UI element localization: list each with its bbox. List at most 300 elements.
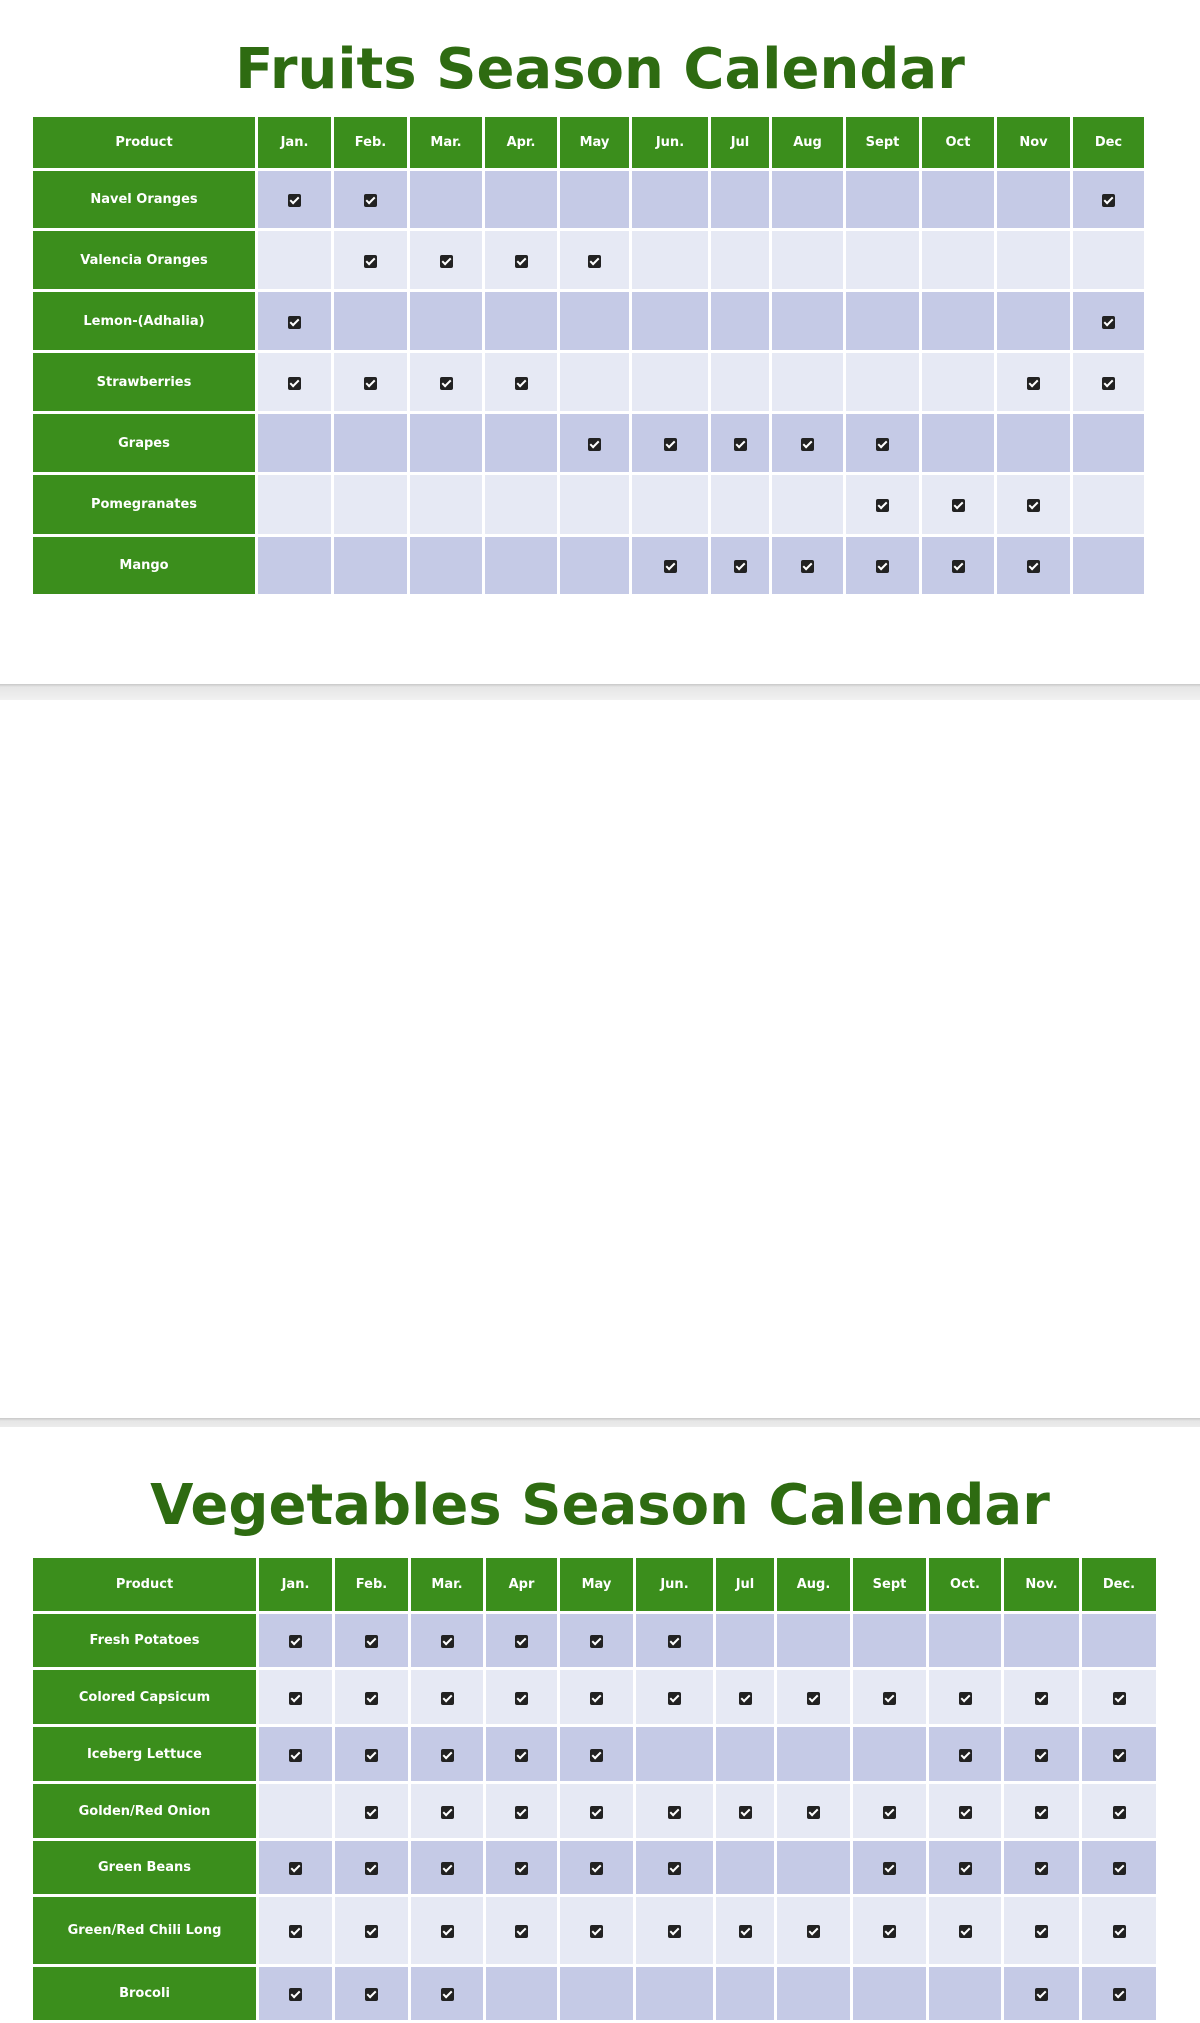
checked-box-icon: [807, 1806, 820, 1819]
month-cell: [258, 1896, 334, 1966]
checked-box-icon: [515, 255, 528, 268]
checked-box-icon: [959, 1692, 972, 1705]
month-cell: [776, 1896, 852, 1966]
month-cell: [635, 1966, 715, 2022]
month-cell: [258, 1726, 334, 1783]
month-cell: [484, 413, 559, 474]
month-cell: [631, 170, 710, 230]
table-row: [32, 1840, 1158, 1896]
checked-box-icon: [664, 438, 677, 451]
month-cell: [852, 1783, 928, 1840]
checked-box-icon: [590, 1749, 603, 1762]
checked-box-icon: [441, 1806, 454, 1819]
column-header-month: Nov.: [1003, 1557, 1081, 1613]
checked-box-icon: [441, 1692, 454, 1705]
month-cell: [409, 413, 484, 474]
checked-box-icon: [1102, 377, 1115, 390]
product-name: Green Beans: [32, 1840, 258, 1896]
checked-box-icon: [1035, 1862, 1048, 1875]
month-cell: [410, 1726, 485, 1783]
month-cell: [996, 170, 1072, 230]
checked-box-icon: [801, 438, 814, 451]
month-cell: [559, 413, 631, 474]
month-cell: [631, 413, 710, 474]
checked-box-icon: [365, 1988, 378, 2001]
table-row: [32, 170, 1146, 230]
checked-box-icon: [876, 438, 889, 451]
checked-box-icon: [364, 194, 377, 207]
month-cell: [771, 291, 845, 352]
column-header-month: Jun.: [631, 116, 710, 170]
month-cell: [710, 352, 771, 413]
column-header-month: Apr.: [484, 116, 559, 170]
month-cell: [710, 170, 771, 230]
month-cell: [333, 536, 409, 596]
checked-box-icon: [1035, 1806, 1048, 1819]
checked-box-icon: [952, 560, 965, 573]
month-cell: [845, 474, 921, 536]
table-row: [32, 1783, 1158, 1840]
checked-box-icon: [441, 1988, 454, 2001]
checked-box-icon: [959, 1925, 972, 1938]
month-cell: [776, 1783, 852, 1840]
month-cell: [334, 1896, 410, 1966]
month-cell: [410, 1896, 485, 1966]
table-row: [32, 352, 1146, 413]
month-cell: [921, 230, 996, 291]
month-cell: [1003, 1726, 1081, 1783]
month-cell: [715, 1783, 776, 1840]
month-cell: [257, 291, 333, 352]
month-cell: [1003, 1896, 1081, 1966]
month-cell: [258, 1783, 334, 1840]
month-cell: [771, 352, 845, 413]
month-cell: [921, 474, 996, 536]
month-cell: [559, 352, 631, 413]
checked-box-icon: [876, 560, 889, 573]
month-cell: [409, 230, 484, 291]
checked-box-icon: [668, 1925, 681, 1938]
month-cell: [333, 413, 409, 474]
column-header-month: Mar.: [410, 1557, 485, 1613]
month-cell: [715, 1840, 776, 1896]
product-name: Pomegranates: [32, 474, 257, 536]
checked-box-icon: [668, 1862, 681, 1875]
column-header-month: Jul: [710, 116, 771, 170]
checked-box-icon: [441, 1925, 454, 1938]
checked-box-icon: [664, 560, 677, 573]
table-row: [32, 474, 1146, 536]
month-cell: [1081, 1669, 1158, 1726]
month-cell: [635, 1613, 715, 1669]
checked-box-icon: [959, 1749, 972, 1762]
checked-box-icon: [288, 316, 301, 329]
vegetables-slide: [0, 700, 1200, 2001]
checked-box-icon: [590, 1635, 603, 1648]
column-header-month: Oct: [921, 116, 996, 170]
table-row: [32, 1613, 1158, 1669]
month-cell: [715, 1966, 776, 2022]
month-cell: [1081, 1966, 1158, 2022]
month-cell: [409, 291, 484, 352]
month-cell: [485, 1726, 559, 1783]
checked-box-icon: [289, 1749, 302, 1762]
checked-box-icon: [739, 1806, 752, 1819]
month-cell: [334, 1613, 410, 1669]
month-cell: [710, 291, 771, 352]
column-header-month: Aug: [771, 116, 845, 170]
month-cell: [715, 1613, 776, 1669]
month-cell: [852, 1840, 928, 1896]
month-cell: [845, 413, 921, 474]
vegetables-title: Vegetables Season Calendar: [150, 1473, 1050, 1538]
checked-box-icon: [365, 1749, 378, 1762]
product-name: Brocoli: [32, 1966, 258, 2022]
month-cell: [631, 536, 710, 596]
checked-box-icon: [734, 438, 747, 451]
column-header-product: Product: [32, 116, 257, 170]
checked-box-icon: [1035, 1692, 1048, 1705]
checked-box-icon: [440, 377, 453, 390]
month-cell: [928, 1840, 1003, 1896]
month-cell: [635, 1726, 715, 1783]
checked-box-icon: [364, 255, 377, 268]
month-cell: [1072, 536, 1146, 596]
month-cell: [410, 1840, 485, 1896]
checked-box-icon: [1113, 1692, 1126, 1705]
column-header-month: Apr: [485, 1557, 559, 1613]
product-name: Golden/Red Onion: [32, 1783, 258, 1840]
month-cell: [258, 1613, 334, 1669]
checked-box-icon: [590, 1862, 603, 1875]
fruits-season-table: [30, 114, 1147, 597]
month-cell: [921, 291, 996, 352]
table-row: [32, 1726, 1158, 1783]
checked-box-icon: [1113, 1988, 1126, 2001]
month-cell: [1003, 1966, 1081, 2022]
month-cell: [635, 1669, 715, 1726]
checked-box-icon: [1113, 1749, 1126, 1762]
column-header-month: Nov: [996, 116, 1072, 170]
checked-box-icon: [883, 1806, 896, 1819]
vegetables-season-table: [30, 1555, 1159, 2023]
checked-box-icon: [1035, 1749, 1048, 1762]
month-cell: [333, 352, 409, 413]
month-cell: [333, 230, 409, 291]
column-header-month: Feb.: [334, 1557, 410, 1613]
checked-box-icon: [289, 1988, 302, 2001]
month-cell: [715, 1896, 776, 1966]
month-cell: [409, 474, 484, 536]
checked-box-icon: [1027, 560, 1040, 573]
checked-box-icon: [365, 1692, 378, 1705]
month-cell: [410, 1966, 485, 2022]
month-cell: [852, 1726, 928, 1783]
month-cell: [996, 352, 1072, 413]
checked-box-icon: [1035, 1988, 1048, 2001]
month-cell: [1081, 1840, 1158, 1896]
checked-box-icon: [440, 255, 453, 268]
month-cell: [484, 291, 559, 352]
column-header-month: Dec.: [1081, 1557, 1158, 1613]
checked-box-icon: [883, 1862, 896, 1875]
month-cell: [1003, 1669, 1081, 1726]
column-header-month: Dec: [1072, 116, 1146, 170]
month-cell: [410, 1613, 485, 1669]
checked-box-icon: [739, 1925, 752, 1938]
column-header-month: Jun.: [635, 1557, 715, 1613]
month-cell: [996, 413, 1072, 474]
product-name: Grapes: [32, 413, 257, 474]
month-cell: [928, 1669, 1003, 1726]
month-cell: [559, 291, 631, 352]
month-cell: [559, 474, 631, 536]
month-cell: [559, 170, 631, 230]
checked-box-icon: [441, 1749, 454, 1762]
month-cell: [631, 474, 710, 536]
checked-box-icon: [289, 1635, 302, 1648]
column-header-month: Jan.: [257, 116, 333, 170]
month-cell: [485, 1613, 559, 1669]
month-cell: [334, 1966, 410, 2022]
checked-box-icon: [959, 1862, 972, 1875]
month-cell: [771, 474, 845, 536]
checked-box-icon: [668, 1635, 681, 1648]
checked-box-icon: [1113, 1806, 1126, 1819]
month-cell: [921, 536, 996, 596]
month-cell: [484, 474, 559, 536]
checked-box-icon: [590, 1692, 603, 1705]
checked-box-icon: [668, 1806, 681, 1819]
month-cell: [996, 230, 1072, 291]
checked-box-icon: [590, 1925, 603, 1938]
month-cell: [559, 1783, 635, 1840]
month-cell: [257, 170, 333, 230]
month-cell: [1003, 1840, 1081, 1896]
month-cell: [928, 1966, 1003, 2022]
column-header-month: Aug.: [776, 1557, 852, 1613]
checked-box-icon: [365, 1862, 378, 1875]
checked-box-icon: [289, 1925, 302, 1938]
checked-box-icon: [289, 1692, 302, 1705]
checked-box-icon: [668, 1692, 681, 1705]
checked-box-icon: [515, 1806, 528, 1819]
month-cell: [710, 230, 771, 291]
month-cell: [484, 352, 559, 413]
month-cell: [710, 536, 771, 596]
month-cell: [710, 474, 771, 536]
checked-box-icon: [364, 377, 377, 390]
checked-box-icon: [515, 1862, 528, 1875]
month-cell: [257, 352, 333, 413]
month-cell: [771, 413, 845, 474]
month-cell: [485, 1783, 559, 1840]
month-cell: [559, 1726, 635, 1783]
month-cell: [852, 1966, 928, 2022]
product-name: Mango: [32, 536, 257, 596]
month-cell: [1081, 1896, 1158, 1966]
column-header-month: May: [559, 116, 631, 170]
table-row: [32, 1669, 1158, 1726]
month-cell: [410, 1669, 485, 1726]
checked-box-icon: [515, 1692, 528, 1705]
table-row: [32, 291, 1146, 352]
product-name: Strawberries: [32, 352, 257, 413]
checked-box-icon: [515, 1749, 528, 1762]
checked-box-icon: [588, 255, 601, 268]
checked-box-icon: [1113, 1925, 1126, 1938]
month-cell: [559, 230, 631, 291]
month-cell: [1081, 1613, 1158, 1669]
month-cell: [771, 536, 845, 596]
month-cell: [921, 413, 996, 474]
checked-box-icon: [801, 560, 814, 573]
month-cell: [258, 1840, 334, 1896]
month-cell: [921, 170, 996, 230]
month-cell: [1003, 1783, 1081, 1840]
month-cell: [776, 1966, 852, 2022]
month-cell: [410, 1783, 485, 1840]
column-header-month: Jan.: [258, 1557, 334, 1613]
checked-box-icon: [1035, 1925, 1048, 1938]
month-cell: [776, 1840, 852, 1896]
month-cell: [928, 1896, 1003, 1966]
slide-separator: [0, 684, 1200, 700]
checked-box-icon: [807, 1925, 820, 1938]
month-cell: [258, 1669, 334, 1726]
month-cell: [928, 1783, 1003, 1840]
product-name: Green/Red Chili Long: [32, 1896, 258, 1966]
month-cell: [1072, 352, 1146, 413]
month-cell: [631, 352, 710, 413]
checked-box-icon: [515, 1635, 528, 1648]
checked-box-icon: [807, 1692, 820, 1705]
product-name: Fresh Potatoes: [32, 1613, 258, 1669]
month-cell: [559, 1966, 635, 2022]
checked-box-icon: [734, 560, 747, 573]
column-header-product: Product: [32, 1557, 258, 1613]
checked-box-icon: [515, 377, 528, 390]
month-cell: [484, 230, 559, 291]
month-cell: [1072, 413, 1146, 474]
slide-separator: [0, 1418, 1200, 1427]
month-cell: [559, 1840, 635, 1896]
month-cell: [409, 536, 484, 596]
month-cell: [257, 413, 333, 474]
checked-box-icon: [289, 1862, 302, 1875]
fruits-title: Fruits Season Calendar: [235, 37, 965, 102]
fruits-slide: [0, 0, 1200, 684]
month-cell: [776, 1726, 852, 1783]
month-cell: [996, 474, 1072, 536]
month-cell: [845, 352, 921, 413]
month-cell: [852, 1669, 928, 1726]
product-name: Navel Oranges: [32, 170, 257, 230]
month-cell: [852, 1613, 928, 1669]
month-cell: [258, 1966, 334, 2022]
month-cell: [996, 291, 1072, 352]
checked-box-icon: [288, 377, 301, 390]
column-header-month: Mar.: [409, 116, 484, 170]
month-cell: [485, 1896, 559, 1966]
checked-box-icon: [1102, 194, 1115, 207]
month-cell: [845, 230, 921, 291]
month-cell: [635, 1896, 715, 1966]
month-cell: [776, 1613, 852, 1669]
month-cell: [333, 170, 409, 230]
month-cell: [334, 1840, 410, 1896]
month-cell: [559, 1896, 635, 1966]
month-cell: [845, 170, 921, 230]
month-cell: [334, 1783, 410, 1840]
month-cell: [852, 1896, 928, 1966]
product-name: Lemon-(Adhalia): [32, 291, 257, 352]
month-cell: [631, 230, 710, 291]
column-header-month: Feb.: [333, 116, 409, 170]
month-cell: [928, 1726, 1003, 1783]
table-row: [32, 413, 1146, 474]
table-row: [32, 1896, 1158, 1966]
month-cell: [559, 536, 631, 596]
checked-box-icon: [959, 1806, 972, 1819]
checked-box-icon: [883, 1925, 896, 1938]
checked-box-icon: [515, 1925, 528, 1938]
month-cell: [409, 352, 484, 413]
checked-box-icon: [588, 438, 601, 451]
product-name: Colored Capsicum: [32, 1669, 258, 1726]
month-cell: [715, 1669, 776, 1726]
month-cell: [771, 230, 845, 291]
month-cell: [484, 170, 559, 230]
month-cell: [771, 170, 845, 230]
checked-box-icon: [288, 194, 301, 207]
checked-box-icon: [739, 1692, 752, 1705]
checked-box-icon: [590, 1806, 603, 1819]
checked-box-icon: [1113, 1862, 1126, 1875]
checked-box-icon: [1027, 377, 1040, 390]
checked-box-icon: [952, 499, 965, 512]
month-cell: [257, 474, 333, 536]
month-cell: [559, 1613, 635, 1669]
month-cell: [710, 413, 771, 474]
month-cell: [485, 1669, 559, 1726]
month-cell: [928, 1613, 1003, 1669]
month-cell: [1072, 230, 1146, 291]
month-cell: [334, 1669, 410, 1726]
month-cell: [1003, 1613, 1081, 1669]
month-cell: [845, 536, 921, 596]
column-header-month: May: [559, 1557, 635, 1613]
month-cell: [635, 1840, 715, 1896]
table-row: [32, 1966, 1158, 2022]
product-name: Iceberg Lettuce: [32, 1726, 258, 1783]
checked-box-icon: [883, 1692, 896, 1705]
checked-box-icon: [1027, 499, 1040, 512]
month-cell: [776, 1669, 852, 1726]
table-row: [32, 536, 1146, 596]
checked-box-icon: [365, 1806, 378, 1819]
month-cell: [485, 1840, 559, 1896]
month-cell: [484, 536, 559, 596]
product-name: Valencia Oranges: [32, 230, 257, 291]
month-cell: [1081, 1783, 1158, 1840]
checked-box-icon: [441, 1635, 454, 1648]
month-cell: [1072, 291, 1146, 352]
month-cell: [333, 291, 409, 352]
checked-box-icon: [441, 1862, 454, 1875]
column-header-month: Sept: [852, 1557, 928, 1613]
month-cell: [333, 474, 409, 536]
